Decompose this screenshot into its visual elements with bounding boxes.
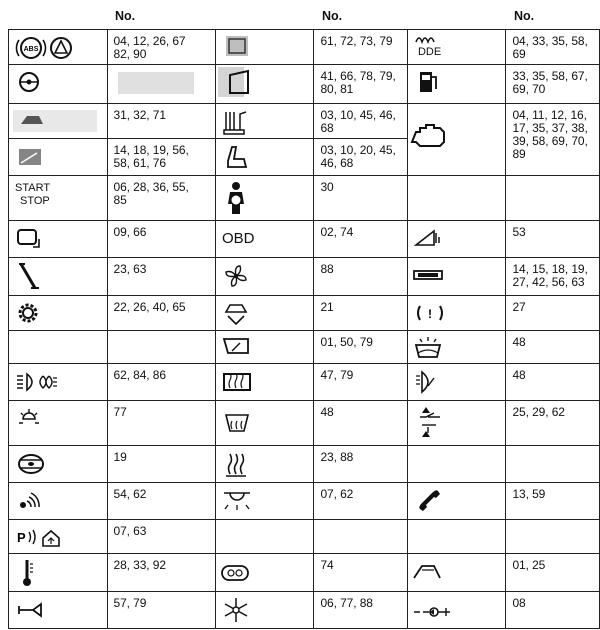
table-row: [9, 592, 600, 629]
code-cell: 19: [107, 446, 215, 483]
empty-icon-cell: [407, 446, 506, 483]
table-row: [9, 221, 600, 258]
code-cell: 02, 74: [314, 221, 407, 258]
abs-brake-warning-icon: [9, 30, 108, 65]
code-cell: 47, 79: [314, 364, 407, 401]
heated-seat-icon: [215, 104, 314, 139]
empty-icon-cell: [407, 520, 506, 554]
fuel-pump-icon: [407, 65, 506, 104]
empty-icon-cell: [407, 176, 506, 221]
empty-icon-cell: [215, 520, 314, 554]
incline-icon: [407, 221, 506, 258]
shock-absorber-icon: [9, 258, 108, 296]
code-cell: 01, 25: [506, 554, 600, 592]
code-table: [8, 3, 600, 629]
table-row: [9, 401, 600, 446]
code-cell: 08: [506, 592, 600, 629]
code-cell: 06, 28, 36, 55, 85: [107, 176, 215, 221]
key-slot-icon: [407, 258, 506, 296]
code-cell: 09, 66: [107, 221, 215, 258]
headlight-range-icon: [407, 364, 506, 401]
preheat-coil-dde-icon: [407, 30, 506, 65]
thermometer-icon: [9, 554, 108, 592]
steering-icon: [9, 65, 108, 104]
code-cell: 14, 18, 19, 56, 58, 61, 76: [107, 139, 215, 176]
header-row: [9, 3, 600, 30]
start-stop-text: [9, 176, 108, 221]
code-cell: 22, 26, 40, 65: [107, 296, 215, 331]
dde-label: DDE: [417, 46, 442, 58]
code-cell: 07, 62: [314, 483, 407, 520]
snowflake-fan-icon: [215, 592, 314, 629]
code-cell: 77: [107, 401, 215, 446]
code-cell: [107, 331, 215, 364]
code-cell: 54, 62: [107, 483, 215, 520]
code-cell: 57, 79: [107, 592, 215, 629]
rear-defrost-icon: [215, 364, 314, 401]
start-label: START: [15, 182, 51, 194]
table-row: [9, 520, 600, 554]
obd-text: [215, 221, 314, 258]
header-blank-3: [407, 3, 506, 30]
code-cell: 62, 84, 86: [107, 364, 215, 401]
switch-arrow-icon: [407, 401, 506, 446]
svg-text:P: P: [17, 530, 26, 545]
table-row: [9, 446, 600, 483]
code-cell: 48: [506, 364, 600, 401]
code-cell: 03, 10, 45, 46, 68: [314, 104, 407, 139]
code-cell: [506, 446, 600, 483]
code-cell: 28, 33, 92: [107, 554, 215, 592]
code-cell: 04, 11, 12, 16, 17, 35, 37, 38, 39, 58, 69, 70, 89: [506, 104, 600, 176]
code-cell: 53: [506, 221, 600, 258]
connector-icon: [407, 592, 506, 629]
passenger-airbag-icon: [215, 176, 314, 221]
blurred-icon: [9, 139, 108, 176]
cd-icon: [9, 446, 108, 483]
table-row: [9, 104, 600, 139]
code-cell: 03, 10, 20, 45, 46, 68: [314, 139, 407, 176]
code-cell: 74: [314, 554, 407, 592]
horn-icon: [9, 592, 108, 629]
code-cell: 88: [314, 258, 407, 296]
table-row: [9, 331, 600, 364]
seat-outline-icon: [215, 139, 314, 176]
seat-icon: [215, 65, 314, 104]
code-cell: 27: [506, 296, 600, 331]
table-row: [9, 364, 600, 401]
washer-fluid-icon: [407, 331, 506, 364]
phone-icon: [407, 483, 506, 520]
code-cell: [506, 176, 600, 221]
code-cell-blurred: [107, 65, 215, 104]
code-cell: 07, 63: [107, 520, 215, 554]
heat-waves-icon: [215, 446, 314, 483]
gear-icon: [9, 296, 108, 331]
table-row: [9, 554, 600, 592]
code-cell: [506, 520, 600, 554]
code-cell: 23, 88: [314, 446, 407, 483]
oval-sensor-icon: [215, 554, 314, 592]
mirror-icon: [9, 221, 108, 258]
code-cell: 48: [506, 331, 600, 364]
table-row: [9, 483, 600, 520]
code-cell: 31, 32, 71: [107, 104, 215, 139]
code-cell: 61, 72, 73, 79: [314, 30, 407, 65]
tire-pressure-icon: [407, 296, 506, 331]
table-row: [9, 65, 600, 104]
header-no-3: No.: [506, 3, 600, 30]
svg-text:ABS: ABS: [23, 46, 39, 53]
antenna-icon: [9, 483, 108, 520]
code-cell: 25, 29, 62: [506, 401, 600, 446]
code-cell: 21: [314, 296, 407, 331]
code-cell: 14, 15, 18, 19, 27, 42, 56, 63: [506, 258, 600, 296]
table-row: [9, 176, 600, 221]
code-cell: 04, 12, 26, 67 82, 90: [107, 30, 215, 65]
park-distance-icon: [9, 520, 108, 554]
engine-check-icon: [407, 104, 506, 176]
headlight-icon: [9, 364, 108, 401]
header-blank-2: [215, 3, 314, 30]
header-blank-1: [9, 3, 108, 30]
code-cell: 30: [314, 176, 407, 221]
code-cell: [314, 520, 407, 554]
code-cell: 13, 59: [506, 483, 600, 520]
table-row: [9, 258, 600, 296]
obd-label: OBD: [221, 230, 255, 247]
car-lift-icon: [215, 296, 314, 331]
header-no-1: No.: [107, 3, 215, 30]
empty-icon-cell: [9, 331, 108, 364]
code-cell: 33, 35, 58, 67, 69, 70: [506, 65, 600, 104]
windshield-heat-icon: [215, 401, 314, 446]
table-row: [9, 296, 600, 331]
rear-window-icon: [215, 331, 314, 364]
code-cell: 01, 50, 79: [314, 331, 407, 364]
code-cell: 06, 77, 88: [314, 592, 407, 629]
svg-text:!: !: [427, 307, 432, 321]
interior-light-icon: [9, 401, 108, 446]
code-cell: 48: [314, 401, 407, 446]
table-row: [9, 30, 600, 65]
blurred-icon: [9, 104, 108, 139]
code-cell: 23, 63: [107, 258, 215, 296]
dome-light-icon: [215, 483, 314, 520]
code-cell: 41, 66, 78, 79, 80, 81: [314, 65, 407, 104]
stop-label: STOP: [20, 195, 50, 207]
fan-icon: [215, 258, 314, 296]
blurred-icon: [215, 30, 314, 65]
sunroof-icon: [407, 554, 506, 592]
code-cell: 04, 33, 35, 58, 69: [506, 30, 600, 65]
header-no-2: No.: [314, 3, 407, 30]
